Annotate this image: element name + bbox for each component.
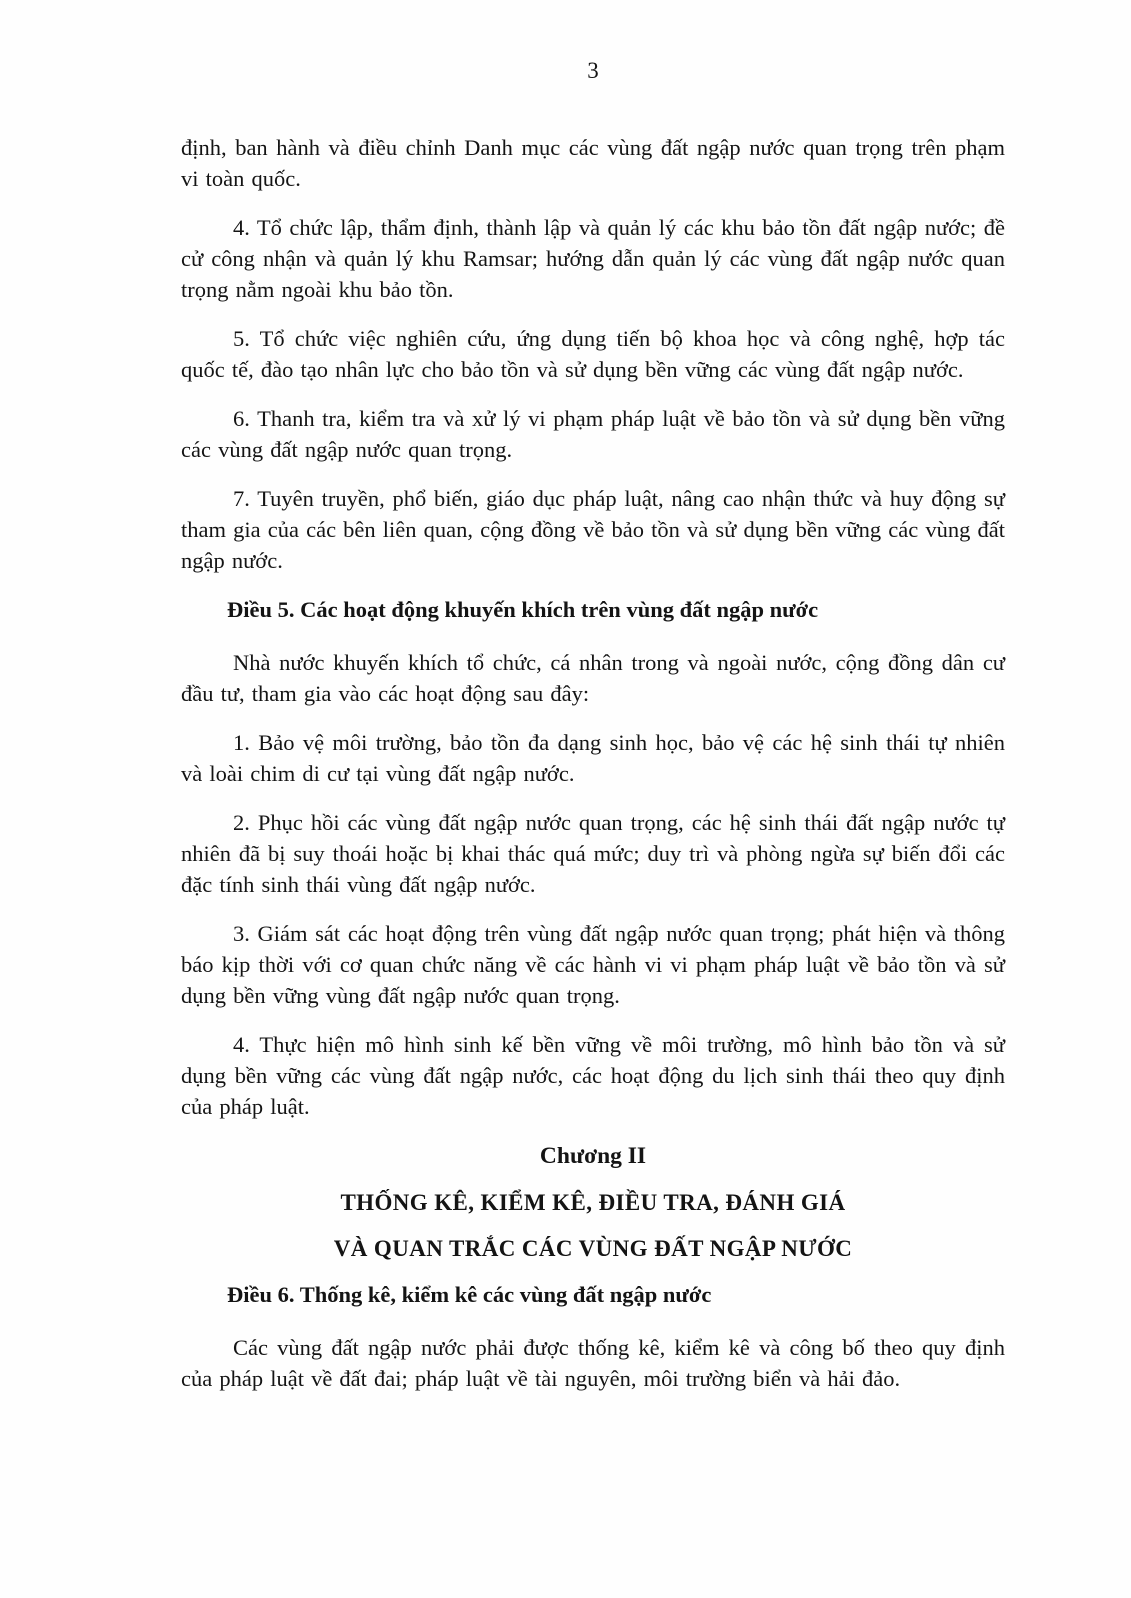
clause-3-article-5: 3. Giám sát các hoạt động trên vùng đất ngập nước quan trọng; phát hiện và thông báo kịp thời với cơ quan chức năng về các hành vi vi phạm pháp luật về bảo tồn và sử dụng bền vững vùng đất ngập nước quan trọng.	[181, 921, 1005, 1008]
chapter-2-title-line-2: VÀ QUAN TRẮC CÁC VÙNG ĐẤT NGẬP NƯỚC	[333, 1236, 853, 1261]
page-number: 3	[587, 58, 599, 83]
clause-2-article-5: 2. Phục hồi các vùng đất ngập nước quan trọng, các hệ sinh thái đất ngập nước tự nhiên đã bị suy thoái hoặc bị khai thác quá mức; duy trì và phòng ngừa sự biến đổi các đặc tính sinh thái vùng đất ngập nước.	[181, 810, 1005, 897]
chapter-2-title-line-1: THỐNG KÊ, KIỂM KÊ, ĐIỀU TRA, ĐÁNH GIÁ	[340, 1190, 846, 1215]
article-6-body-paragraph: Các vùng đất ngập nước phải được thống kê, kiểm kê và công bố theo quy định của pháp luật về đất đai; pháp luật về tài nguyên, môi trường biển và hải đảo.	[181, 1335, 1005, 1391]
chapter-2-number: Chương II	[539, 1143, 647, 1169]
clause-6-article-4: 6. Thanh tra, kiểm tra và xử lý vi phạm pháp luật về bảo tồn và sử dụng bền vững các vùng đất ngập nước quan trọng.	[181, 406, 1005, 462]
clause-4-article-4: 4. Tổ chức lập, thẩm định, thành lập và quản lý các khu bảo tồn đất ngập nước; đề cử công nhận và quản lý khu Ramsar; hướng dẫn quản lý các vùng đất ngập nước quan trọng nằm ngoài khu bảo tồn.	[181, 215, 1005, 302]
article-5-heading: Điều 5. Các hoạt động khuyến khích trên vùng đất ngập nước	[227, 597, 819, 622]
article-5-lead-paragraph: Nhà nước khuyến khích tổ chức, cá nhân trong và ngoài nước, cộng đồng dân cư đầu tư, tham gia vào các hoạt động sau đây:	[181, 650, 1005, 706]
article-6-heading: Điều 6. Thống kê, kiểm kê các vùng đất ngập nước	[227, 1282, 712, 1307]
clause-4-article-5: 4. Thực hiện mô hình sinh kế bền vững về môi trường, mô hình bảo tồn và sử dụng bền vững các vùng đất ngập nước, các hoạt động du lịch sinh thái theo quy định của pháp luật.	[181, 1032, 1005, 1119]
clause-7-article-4: 7. Tuyên truyền, phổ biến, giáo dục pháp luật, nâng cao nhận thức và huy động sự tham gia của các bên liên quan, cộng đồng về bảo tồn và sử dụng bền vững các vùng đất ngập nước.	[181, 486, 1005, 573]
clause-5-article-4: 5. Tổ chức việc nghiên cứu, ứng dụng tiến bộ khoa học và công nghệ, hợp tác quốc tế, đào tạo nhân lực cho bảo tồn và sử dụng bền vững các vùng đất ngập nước.	[181, 326, 1005, 382]
paragraph-continuation: định, ban hành và điều chỉnh Danh mục các vùng đất ngập nước quan trọng trên phạm vi toàn quốc.	[181, 135, 1005, 191]
clause-1-article-5: 1. Bảo vệ môi trường, bảo tồn đa dạng sinh học, bảo vệ các hệ sinh thái tự nhiên và loài chim di cư tại vùng đất ngập nước.	[181, 730, 1005, 786]
